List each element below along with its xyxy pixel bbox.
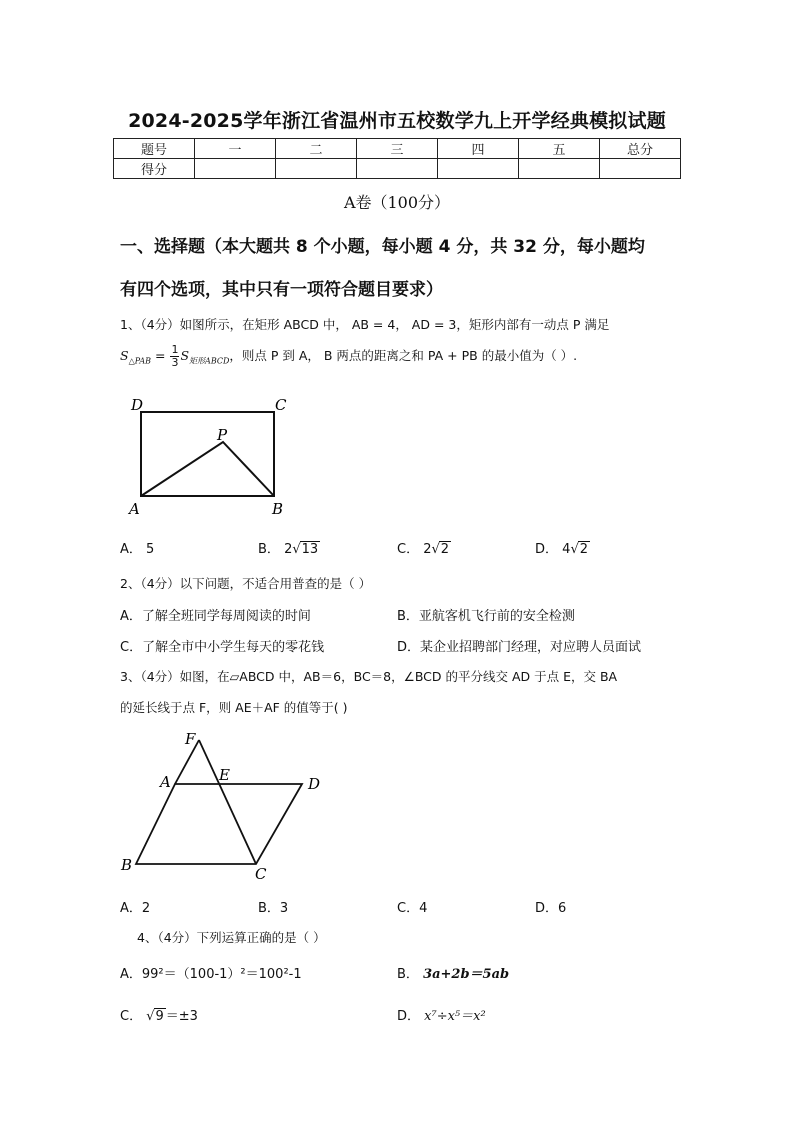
line-fc bbox=[199, 740, 256, 864]
path-apb bbox=[141, 442, 274, 496]
q4-option-b[interactable]: B． 3a+2b＝5ab bbox=[397, 967, 510, 982]
q1-stem-line1: 1、（4分）如图所示，在矩形 ABCD 中， AB = 4， AD = 3，矩形内部有一动点 P 满足 bbox=[120, 317, 610, 332]
q2-option-d[interactable]: D．某企业招聘部门经理，对应聘人员面试 bbox=[397, 640, 642, 655]
score-header-cell: 四 bbox=[438, 139, 519, 159]
q1-option-c[interactable]: C． 2√2 bbox=[397, 542, 450, 557]
q1-stem-line2: $S_{\triangle PAB}$ = $\frac{1}{3}$ $S_{矩形ABCD}$，则点 P 到 A， B 两点的距离之和 PA + PB 的最小值为（ ）. bbox=[120, 343, 578, 369]
q2-stem: 2、（4分）以下问题，不适合用普查的是（ ） bbox=[120, 576, 372, 591]
score-header-cell: 一 bbox=[195, 139, 276, 159]
q1-area-rect: $S_{矩形ABCD}$ bbox=[180, 348, 230, 366]
score-cell bbox=[519, 159, 600, 179]
label-p: P bbox=[217, 426, 228, 444]
parallelogram-abcd bbox=[136, 784, 302, 864]
label-c: C bbox=[255, 865, 267, 883]
label-a: A bbox=[129, 500, 140, 518]
q1-option-d[interactable]: D． 4√2 bbox=[535, 542, 589, 557]
score-cell bbox=[276, 159, 357, 179]
q1-fraction: $\frac{1}{3}$ bbox=[171, 343, 179, 369]
label-e: E bbox=[219, 766, 230, 784]
q4-option-a[interactable]: A．99²＝（100-1）²＝100²-1 bbox=[120, 967, 302, 982]
section-heading-line2: 有四个选项，其中只有一项符合题目要求） bbox=[120, 280, 443, 300]
q1-option-a[interactable]: A． 5 bbox=[120, 542, 155, 557]
score-cell bbox=[357, 159, 438, 179]
score-cell bbox=[600, 159, 681, 179]
score-table bbox=[113, 138, 681, 179]
score-header-cell: 总分 bbox=[600, 139, 681, 159]
label-f: F bbox=[185, 730, 196, 748]
q4-option-d[interactable]: D． x⁷÷x⁵＝x² bbox=[397, 1009, 486, 1024]
score-header-cell: 二 bbox=[276, 139, 357, 159]
score-cell bbox=[195, 159, 276, 179]
q3-option-c[interactable]: C．4 bbox=[397, 901, 428, 916]
score-table-header-row bbox=[114, 139, 681, 159]
q1-rectangle-figure bbox=[122, 390, 302, 518]
section-heading-line1: 一、选择题（本大题共 8 个小题，每小题 4 分，共 32 分，每小题均 bbox=[120, 237, 645, 257]
label-d: D bbox=[131, 396, 144, 414]
page-title: 2024-2025学年浙江省温州市五校数学九上开学经典模拟试题 bbox=[128, 110, 666, 132]
label-b: B bbox=[121, 856, 133, 874]
q3-parallelogram-figure bbox=[115, 730, 330, 885]
q3-stem-line1: 3、（4分）如图，在▱ABCD 中，AB＝6，BC＝8，∠BCD 的平分线交 AD 于点 E，交 BA bbox=[120, 669, 618, 684]
score-header-cell: 五 bbox=[519, 139, 600, 159]
q3-option-a[interactable]: A．2 bbox=[120, 901, 151, 916]
q2-option-a[interactable]: A．了解全班同学每周阅读的时间 bbox=[120, 609, 311, 624]
score-header-cell: 三 bbox=[357, 139, 438, 159]
q2-option-b[interactable]: B．亚航客机飞行前的安全检测 bbox=[397, 609, 575, 624]
score-header-cell: 题号 bbox=[114, 139, 195, 159]
q3-option-d[interactable]: D．6 bbox=[535, 901, 567, 916]
q4-option-c[interactable]: C． √9 ＝±3 bbox=[120, 1009, 198, 1024]
q1-option-b[interactable]: B． 2√13 bbox=[258, 542, 319, 557]
label-d: D bbox=[308, 775, 321, 793]
score-row-label: 得分 bbox=[114, 159, 195, 179]
q2-option-c[interactable]: C．了解全市中小学生每天的零花钱 bbox=[120, 640, 325, 655]
q1-area-triangle: $S_{\triangle PAB}$ bbox=[120, 348, 152, 366]
score-table-score-row bbox=[114, 159, 681, 179]
label-c: C bbox=[275, 396, 287, 414]
score-cell bbox=[438, 159, 519, 179]
label-b: B bbox=[272, 500, 284, 518]
q4-stem: 4、（4分）下列运算正确的是（ ） bbox=[137, 930, 326, 945]
volume-heading: A卷（100分） bbox=[343, 193, 451, 212]
q3-option-b[interactable]: B．3 bbox=[258, 901, 289, 916]
label-a: A bbox=[160, 773, 171, 791]
q3-stem-line2: 的延长线于点 F，则 AE＋AF 的值等于( ) bbox=[120, 700, 348, 715]
